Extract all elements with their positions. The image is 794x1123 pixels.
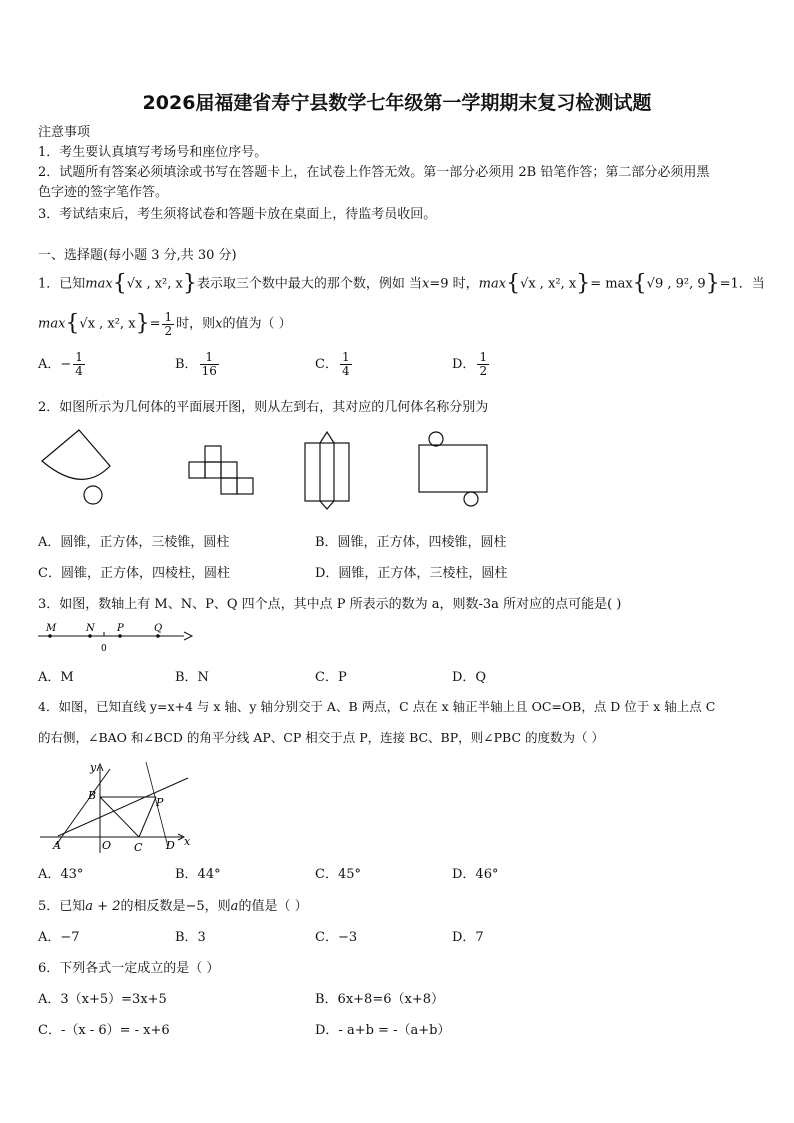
- notice-item-3: 3．考试结束后，考生须将试卷和答题卡放在桌面上，待监考员收回。: [38, 207, 437, 222]
- label-d: D: [166, 839, 175, 852]
- q5-option-b[interactable]: B．3: [175, 930, 206, 945]
- q3-number-line: [34, 620, 204, 655]
- question-4-line-2: 的右侧，∠BAO 和∠BCD 的角平分线 AP、CP 相交于点 P，连接 BC、BP，则∠PBC 的度数为（ ）: [38, 730, 604, 745]
- question-6: 6．下列各式一定成立的是（ ）: [38, 961, 220, 976]
- label-m: M: [46, 623, 57, 634]
- label-y: y: [90, 761, 97, 774]
- notice-heading: 注意事项: [38, 125, 91, 140]
- question-1-line-2: max{√x , x², x}= $\frac{1}{2}$ 时，则x的值为（ ）: [38, 309, 292, 338]
- q4-option-d[interactable]: D．46°: [452, 867, 499, 882]
- point-q: [156, 634, 160, 638]
- label-x: x: [184, 835, 191, 848]
- label-zero: 0: [101, 644, 107, 654]
- notice-item-1: 1．考生要认真填写考场号和座位序号。: [38, 145, 268, 160]
- q5-option-c[interactable]: C．−3: [315, 930, 358, 945]
- question-5: 5．已知a + 2的相反数是−5，则a的值是（ ）: [38, 899, 308, 914]
- notice-item-2: 2．试题所有答案必须填涂或书写在答题卡上，在试卷上作答无效。第一部分必须用 2B 铅笔作答；第二部分必须用黑: [38, 165, 710, 180]
- q3-option-a[interactable]: A．M: [38, 670, 74, 685]
- q1-option-a[interactable]: A．− $\frac{1}{4}$: [38, 350, 83, 378]
- question-3: 3．如图，数轴上有 M、N、P、Q 四个点，其中点 P 所表示的数为 a，则数-3a 所对应的点可能是( ): [38, 597, 622, 612]
- point-n: [88, 634, 92, 638]
- section-heading: 一、选择题(每小题 3 分,共 30 分): [38, 248, 237, 263]
- label-c: C: [134, 841, 143, 854]
- q2-option-a[interactable]: A．圆锥，正方体，三棱锥，圆柱: [38, 535, 230, 550]
- notice-item-2-cont: 色字迹的签字笔作答。: [38, 185, 169, 200]
- q4-option-c[interactable]: C．45°: [315, 867, 361, 882]
- q1-option-d[interactable]: D． $\frac{1}{2}$: [452, 350, 488, 378]
- q2-option-d[interactable]: D．圆锥，正方体，三棱柱，圆柱: [315, 566, 508, 581]
- q6-option-c[interactable]: C．-（x - 6）= - x+6: [38, 1023, 170, 1038]
- q1-option-b[interactable]: B． $\frac{1}{16}$: [175, 350, 217, 378]
- cone-net: [42, 430, 110, 504]
- label-p: P: [156, 796, 164, 809]
- q4-option-a[interactable]: A．43°: [38, 867, 84, 882]
- line-ap: [58, 778, 188, 836]
- page-title: 2026届福建省寿宁县数学七年级第一学期期末复习检测试题: [142, 92, 652, 114]
- prism-net: [305, 432, 349, 509]
- q3-option-b[interactable]: B．N: [175, 670, 209, 685]
- q5-option-a[interactable]: A．−7: [38, 930, 80, 945]
- label-o: O: [102, 839, 112, 852]
- q4-geometry-figure: [38, 757, 198, 857]
- q1-option-c[interactable]: C． $\frac{1}{4}$: [315, 350, 350, 378]
- q2-option-b[interactable]: B．圆锥，正方体，四棱锥，圆柱: [315, 535, 507, 550]
- q2-option-c[interactable]: C．圆锥，正方体，四棱柱，圆柱: [38, 566, 230, 581]
- q6-option-a[interactable]: A．3（x+5）=3x+5: [38, 992, 167, 1007]
- q6-option-d[interactable]: D．- a+b = -（a+b）: [315, 1023, 451, 1038]
- label-q: Q: [154, 623, 163, 634]
- label-p: P: [117, 623, 124, 634]
- question-1-line-1: 1．已知max{√x , x², x}表示取三个数中最大的那个数，例如 当x=9 时，max{√x , x², x}= max{√9 , 9², 9}=1．当: [38, 271, 765, 296]
- label-a: A: [53, 839, 61, 852]
- question-2: 2．如图所示为几何体的平面展开图，则从左到右，其对应的几何体名称分别为: [38, 400, 489, 415]
- question-4-line-1: 4．如图，已知直线 y=x+4 与 x 轴、y 轴分别交于 A、B 两点，C 点在 x 轴正半轴上且 OC=OB，点 D 位于 x 轴上点 C: [38, 699, 716, 714]
- point-m: [48, 634, 52, 638]
- cube-net: [189, 446, 253, 494]
- segment-cp: [139, 797, 156, 837]
- q5-option-d[interactable]: D．7: [452, 930, 484, 945]
- cylinder-net: [419, 432, 487, 506]
- q3-option-d[interactable]: D．Q: [452, 670, 487, 685]
- point-p: [118, 634, 122, 638]
- q2-net-figures: [30, 425, 500, 510]
- label-b: B: [88, 789, 97, 802]
- q4-option-b[interactable]: B．44°: [175, 867, 221, 882]
- q6-option-b[interactable]: B．6x+8=6（x+8）: [315, 992, 444, 1007]
- label-n: N: [86, 623, 95, 634]
- q3-option-c[interactable]: C．P: [315, 670, 347, 685]
